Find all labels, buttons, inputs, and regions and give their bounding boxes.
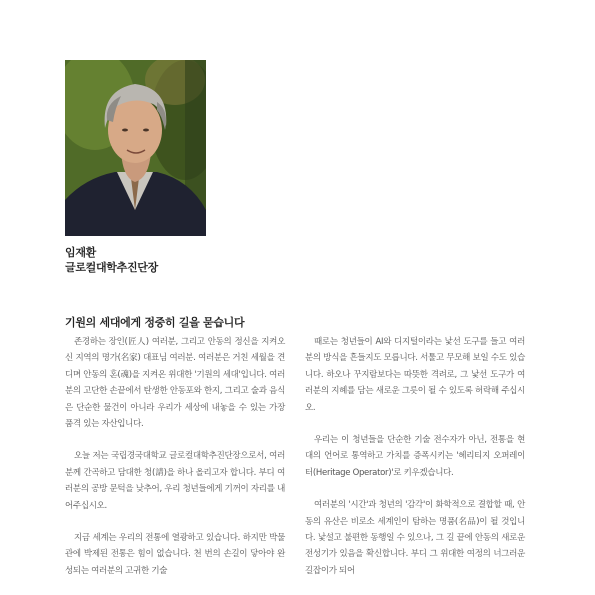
paragraph: 여러분의 '시간'과 청년의 '감각'이 화학적으로 결합할 때, 안동의 유산은 비로소 세계인이 탐하는 명품(名品)이 될 것입니다. 낯설고 불편한 동행일 수 있으나, 그 길 끝에 안동의 새로운 전성기가 있음을 확신합니다. 부디 그 위대한 여정의 너그러운 길잡이가 되어 <box>305 500 525 576</box>
paragraph: 우리는 이 청년들을 단순한 기술 전수자가 아닌, 전통을 현대의 언어로 통역하고 가치를 증폭시키는 '헤리티지 오퍼레이터(Heritage Operator)'로 키우겠습니다. <box>305 435 525 478</box>
paragraph: 지금 세계는 우리의 전통에 열광하고 있습니다. 하지만 박물관에 박제된 전통은 힘이 없습니다. 천 번의 손길이 닿아야 완성되는 여러분의 고귀한 기술 <box>65 533 285 576</box>
portrait-photo <box>65 60 206 236</box>
paragraph: 때로는 청년들이 AI와 디지털이라는 낯선 도구를 들고 여러분의 방식을 흔들지도 모릅니다. 서툴고 무모해 보일 수도 있습니다. 하오나 꾸지람보다는 따뜻한 격려로, 그 낯선 도구가 여러분의 지혜를 담는 새로운 그릇이 될 수 있도록 허락해 주십시오. <box>305 337 525 413</box>
profile-name: 임재환 <box>65 246 96 259</box>
profile-role: 글로컬대학추진단장 <box>65 261 158 274</box>
paragraph: 존경하는 장인(匠人) 여러분, 그리고 안동의 정신을 지켜오신 지역의 명가(名家) 대표님 여러분. 여러분은 거친 세월을 견디며 안동의 혼(魂)을 지켜온 위대한 '기원의 세대'입니다. 여러분의 고단한 손끝에서 탄생한 안동포와 한지, 그리고 술과 음식은 단순한 물건이 아니라 우리가 세상에 내놓을 수 있는 가장 품격 있는 자산입니다. <box>65 337 285 430</box>
article-right-column <box>305 334 525 595</box>
article-left-column <box>65 334 285 595</box>
article-heading: 기원의 세대에게 정중히 길을 묻습니다 <box>65 316 245 329</box>
paragraph: 오늘 저는 국립경국대학교 글로컬대학추진단장으로서, 여러분께 간곡하고 담대한 청(請)을 하나 올리고자 합니다. 부디 여러분의 공방 문턱을 낮추어, 우리 청년들에게 기꺼이 자리를 내어주십시오. <box>65 451 285 511</box>
